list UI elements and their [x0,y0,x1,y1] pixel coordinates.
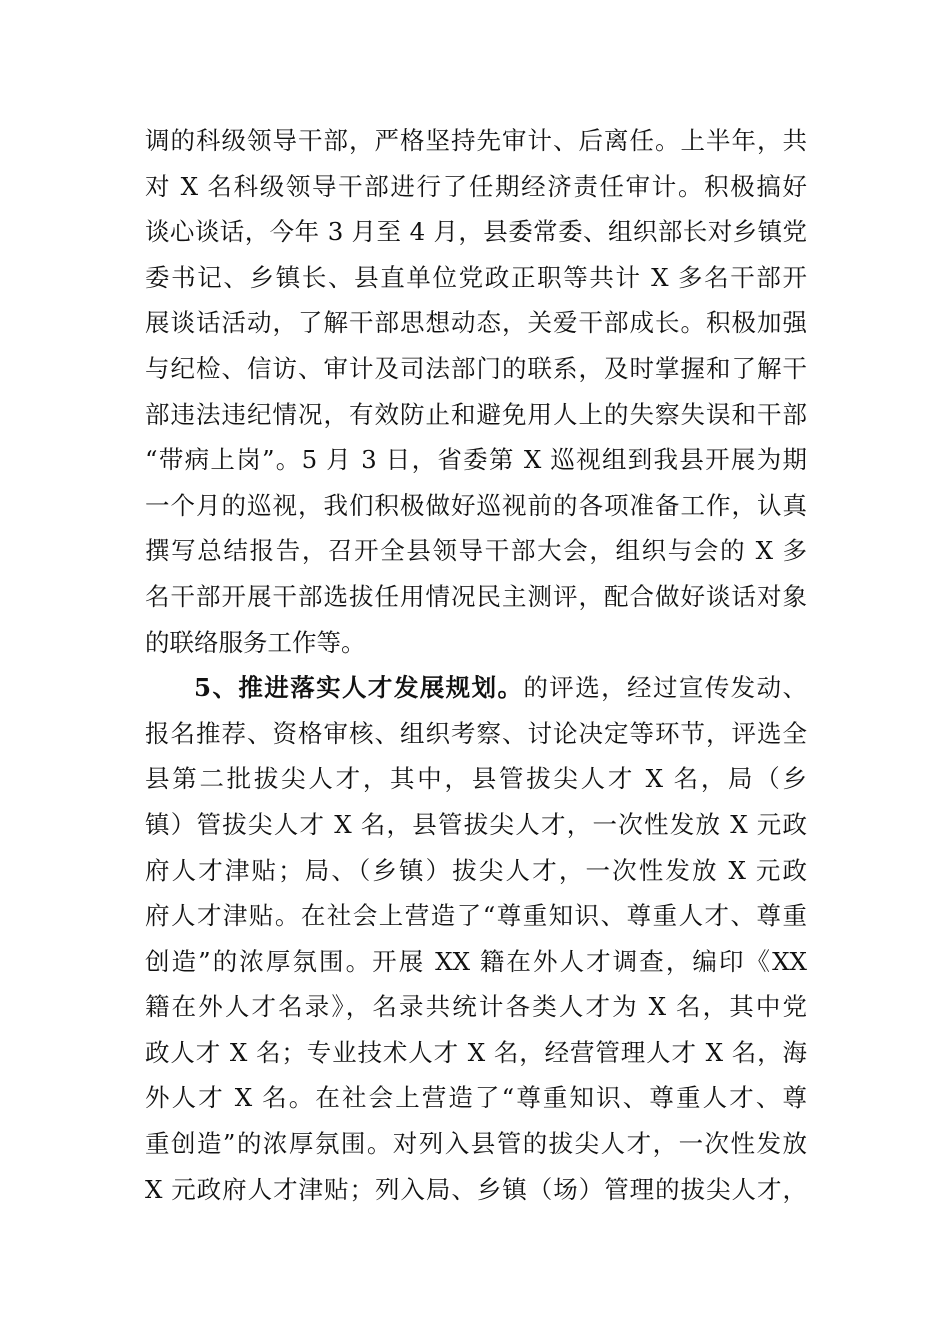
text-line: 对 X 名科级领导干部进行了任期经济责任审计。积极搞好 [145,171,807,201]
text-line: 政人才 X 名；专业技术人才 X 名，经营管理人才 X 名，海 [145,1037,807,1067]
text-line: “带病上岗”。5 月 3 日，省委第 X 巡视组到我县开展为期 [145,445,807,475]
text-line: 府人才津贴。在社会上营造了“尊重知识、尊重人才、尊重 [145,901,807,931]
text-line: 撰写总结报告，召开全县领导干部大会，组织与会的 X 多 [145,536,807,566]
section-5-heading: 5、推进落实人才发展规划。 [194,673,524,703]
text-line: 县第二批拔尖人才，其中，县管拔尖人才 X 名，局（乡 [145,764,807,794]
text-line: 府人才津贴；局、（乡镇）拔尖人才，一次性发放 X 元政 [145,855,807,885]
text-line: 外人才 X 名。在社会上营造了“尊重知识、尊重人才、尊 [145,1083,807,1113]
text-line: 一个月的巡视，我们积极做好巡视前的各项准备工作，认真 [145,490,807,520]
text-line: 籍在外人才名录》，名录共统计各类人才为 X 名，其中党 [145,992,807,1022]
text-line: X 元政府人才津贴；列入局、乡镇（场）管理的拔尖人才， [145,1174,807,1204]
text-line: 报名推荐、资格审核、组织考察、讨论决定等环节，评选全 [145,718,807,748]
text-line: 重创造”的浓厚氛围。对列入县管的拔尖人才，一次性发放 [145,1129,807,1159]
section-5-first-line [145,665,807,711]
section-5-first-line-text: 的评选，经过宣传发动、 [523,673,807,703]
text-line: 谈心谈话，今年 3 月至 4 月，县委常委、组织部长对乡镇党 [145,217,807,247]
text-line: 名干部开展干部选拔任用情况民主测评，配合做好谈话对象 [145,581,807,611]
text-line: 展谈话活动，了解干部思想动态，关爱干部成长。积极加强 [145,308,807,338]
text-line: 部违法违纪情况，有效防止和避免用人上的失察失误和干部 [145,399,807,429]
text-line: 调的科级领导干部，严格坚持先审计、后离任。上半年，共 [145,126,807,155]
text-line: 创造”的浓厚氛围。开展 XX 籍在外人才调查，编印《XX [145,946,807,976]
text-line: 委书记、乡镇长、县直单位党政正职等共计 X 多名干部开 [145,262,807,292]
text-line: 的联络服务工作等。 [145,627,366,657]
text-line: 与纪检、信访、审计及司法部门的联系，及时掌握和了解干 [145,353,807,383]
text-line: 镇）管拔尖人才 X 名，县管拔尖人才，一次性发放 X 元政 [145,809,807,839]
document-body [145,118,807,1212]
